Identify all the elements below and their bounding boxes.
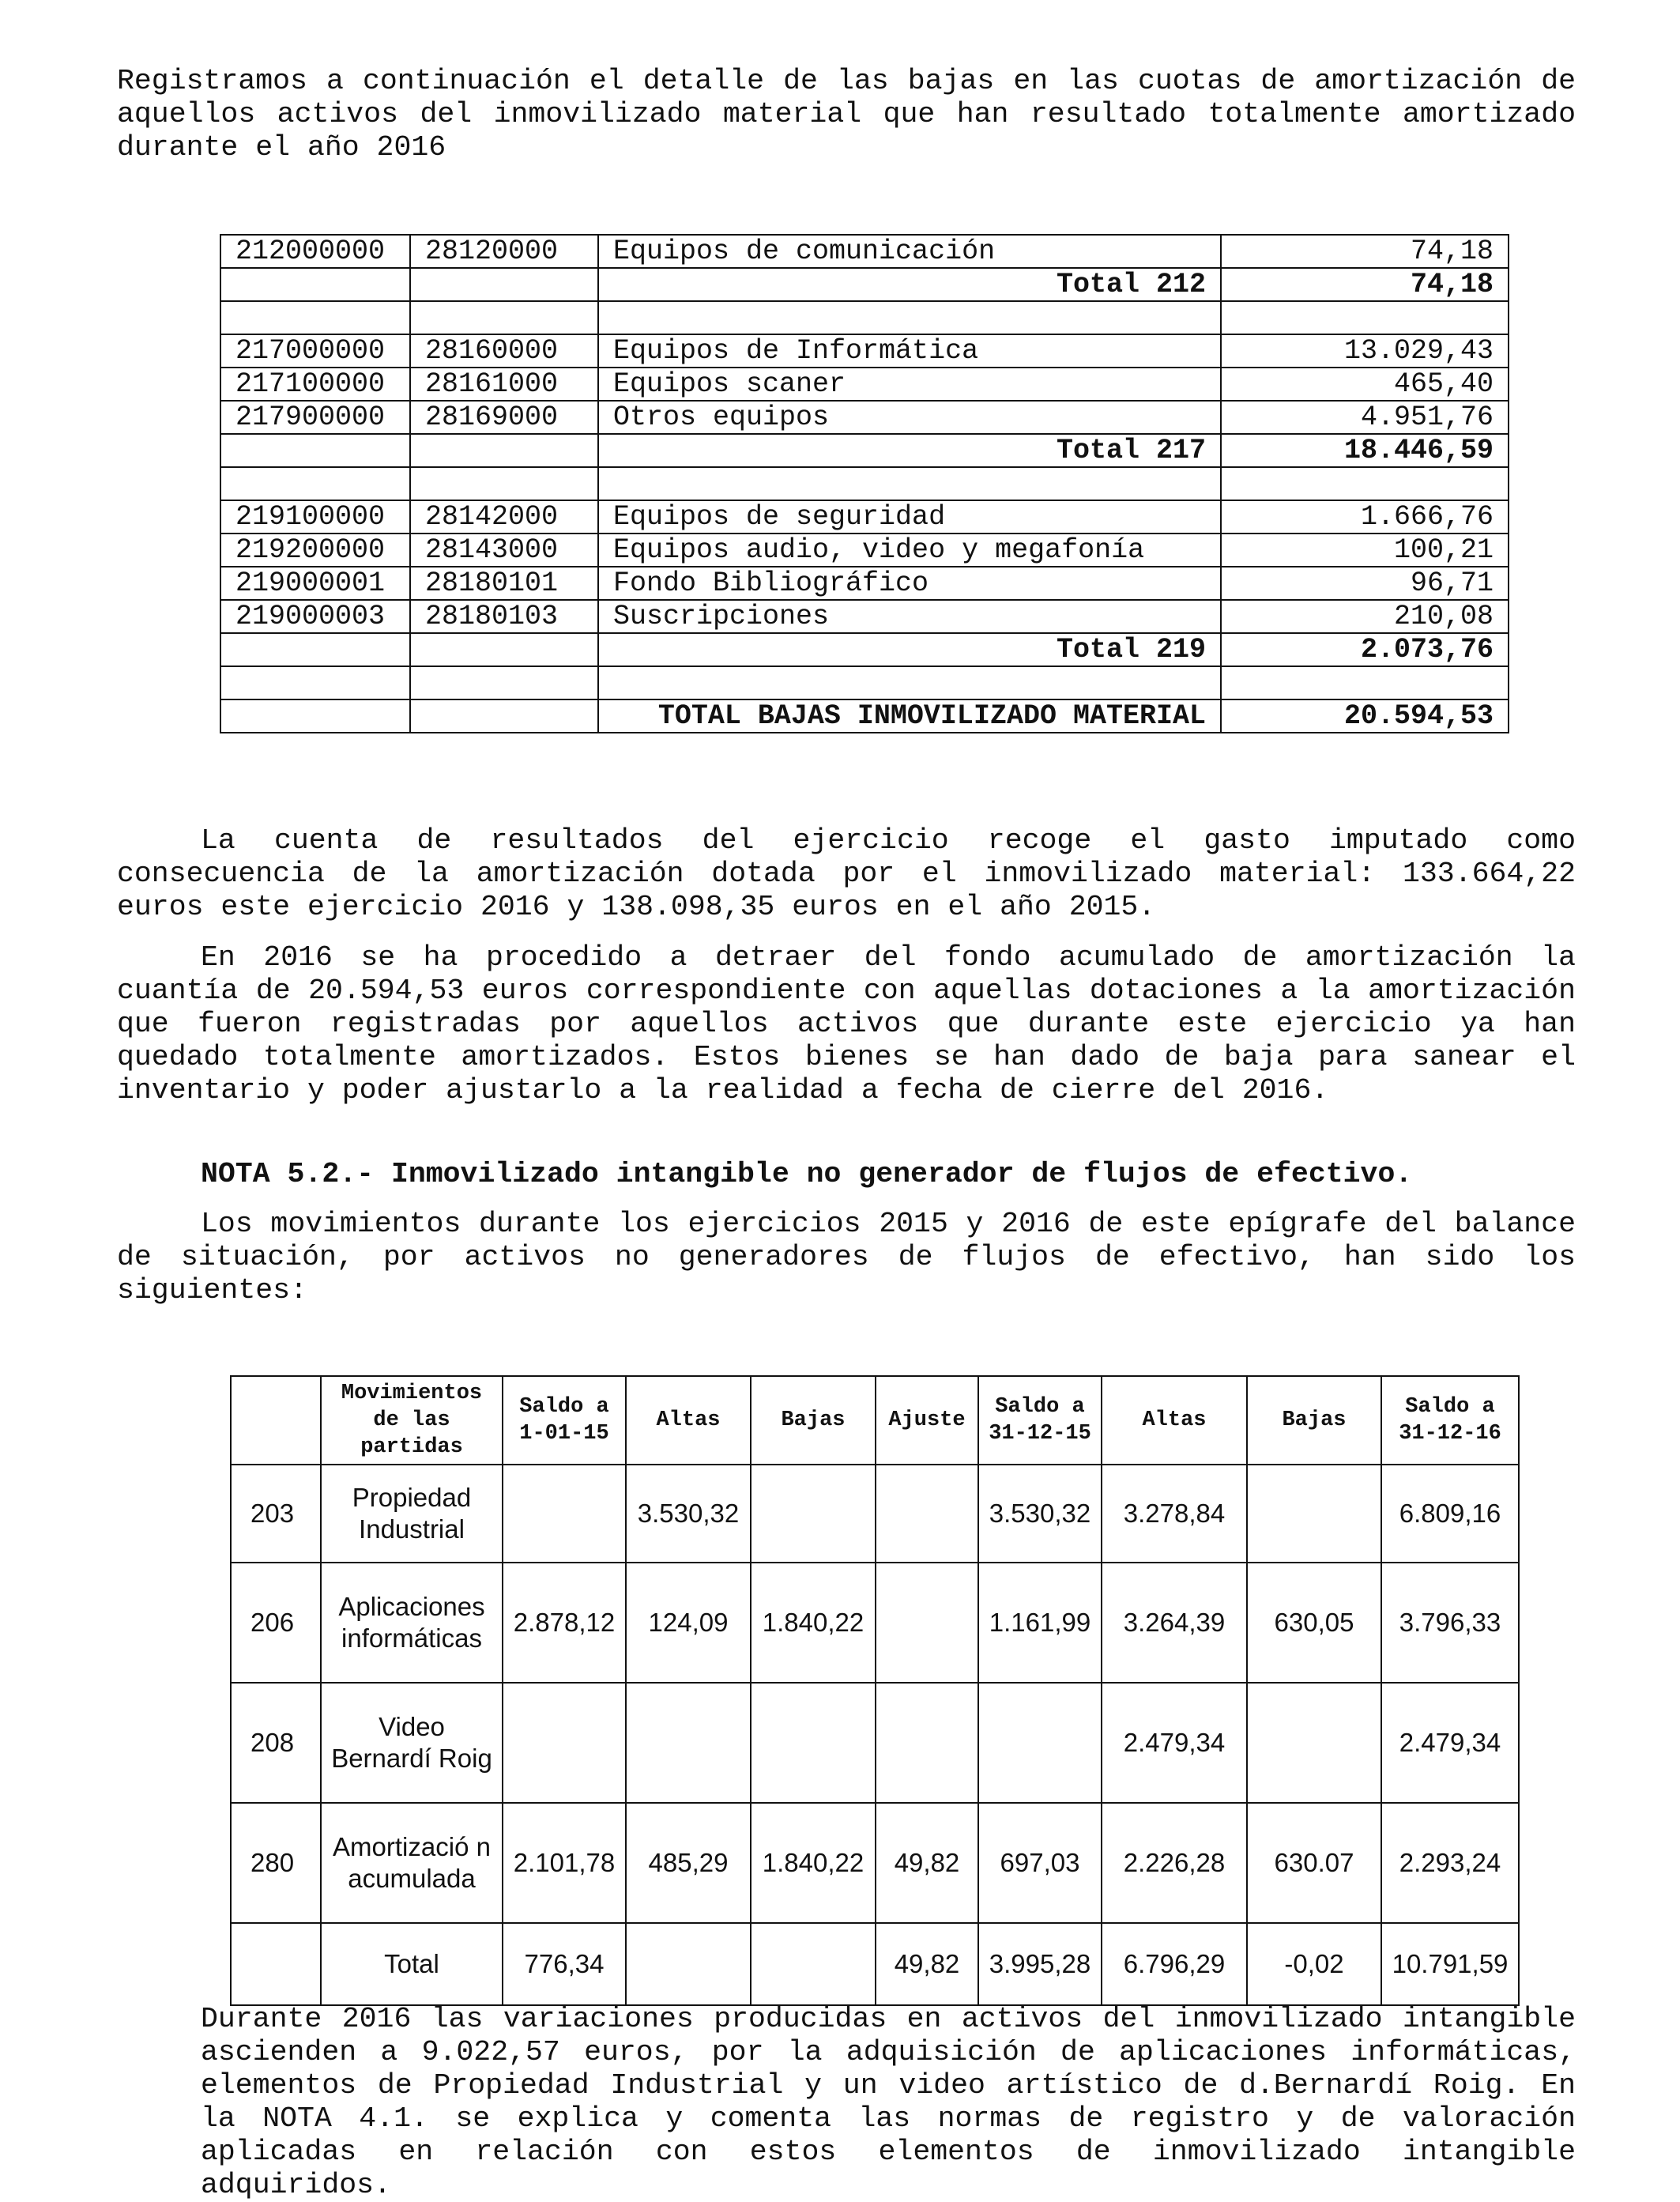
bajas-row bbox=[220, 699, 1509, 733]
amortization-code-cell bbox=[410, 633, 598, 666]
amount-cell: 96,71 bbox=[1221, 567, 1509, 600]
amortization-code-cell bbox=[410, 301, 598, 334]
bajas-row bbox=[220, 534, 1509, 567]
amount-cell bbox=[1247, 1683, 1381, 1803]
account-code-cell bbox=[220, 666, 410, 699]
amount-cell: 124,09 bbox=[626, 1563, 751, 1683]
amount-cell: 2.878,12 bbox=[503, 1563, 626, 1683]
description-cell: Suscripciones bbox=[598, 600, 1221, 633]
description-cell: Equipos scaner bbox=[598, 368, 1221, 401]
description-cell: Equipos de seguridad bbox=[598, 500, 1221, 534]
bajas-row bbox=[220, 567, 1509, 600]
bajas-row bbox=[220, 334, 1509, 368]
amortization-code-cell bbox=[410, 268, 598, 301]
amount-cell: 2.293,24 bbox=[1381, 1803, 1519, 1923]
movimientos-header-cell: Altas bbox=[626, 1376, 751, 1465]
bajas-row bbox=[220, 368, 1509, 401]
description-cell: TOTAL BAJAS INMOVILIZADO MATERIAL bbox=[598, 699, 1221, 733]
movimientos-header-cell: Saldo a 31-12-15 bbox=[978, 1376, 1102, 1465]
amount-cell: 2.073,76 bbox=[1221, 633, 1509, 666]
bajas-row bbox=[220, 235, 1509, 268]
account-code-cell: 217100000 bbox=[220, 368, 410, 401]
account-code-cell: 212000000 bbox=[220, 235, 410, 268]
movimientos-intro-paragraph: Los movimientos durante los ejercicios 2015 y 2016 de este epígrafe del balance de situación, por activos no generadores de flujos de efectivo, han sido los siguientes: bbox=[117, 1208, 1576, 1306]
amount-cell: 1.666,76 bbox=[1221, 500, 1509, 534]
bajas-row bbox=[220, 301, 1509, 334]
account-code-cell: 217000000 bbox=[220, 334, 410, 368]
amount-cell: 776,34 bbox=[503, 1923, 626, 2005]
amount-cell bbox=[751, 1465, 876, 1563]
account-code-cell bbox=[220, 633, 410, 666]
partida-name-cell: Propiedad Industrial bbox=[321, 1465, 503, 1563]
account-code-cell: 280 bbox=[231, 1803, 321, 1923]
movimientos-header-cell bbox=[231, 1376, 321, 1465]
bajas-row bbox=[220, 600, 1509, 633]
description-cell bbox=[598, 666, 1221, 699]
amount-cell: 100,21 bbox=[1221, 534, 1509, 567]
account-code-cell: 206 bbox=[231, 1563, 321, 1683]
amount-cell: 485,29 bbox=[626, 1803, 751, 1923]
movimientos-row bbox=[231, 1683, 1519, 1803]
movimientos-header-cell: Ajuste bbox=[876, 1376, 978, 1465]
amount-cell: -0,02 bbox=[1247, 1923, 1381, 2005]
amortization-code-cell: 28169000 bbox=[410, 401, 598, 434]
variaciones-paragraph: Durante 2016 las variaciones producidas en activos del inmovilizado intangible ascienden a 9.022,57 euros, por la adquisición de aplicaciones informáticas, elementos de Propiedad Industrial y un video artístico de d.Bernardí Roig. En la NOTA 4.1. se explica y comenta las normas de registro y de valoración aplicadas en relación con estos elementos de inmovilizado intangible adquiridos. bbox=[201, 2003, 1576, 2201]
partida-name-cell: Amortizació n acumulada bbox=[321, 1803, 503, 1923]
amortization-code-cell: 28142000 bbox=[410, 500, 598, 534]
amount-cell: 49,82 bbox=[876, 1923, 978, 2005]
amount-cell: 3.796,33 bbox=[1381, 1563, 1519, 1683]
amortization-code-cell bbox=[410, 699, 598, 733]
amount-cell: 74,18 bbox=[1221, 235, 1509, 268]
amount-cell: 1.161,99 bbox=[978, 1563, 1102, 1683]
bajas-table bbox=[220, 234, 1509, 733]
amount-cell: 2.479,34 bbox=[1102, 1683, 1247, 1803]
account-code-cell: 219100000 bbox=[220, 500, 410, 534]
partida-name-cell: Aplicaciones informáticas bbox=[321, 1563, 503, 1683]
bajas-explanation-paragraph: En 2016 se ha procedido a detraer del fondo acumulado de amortización la cuantía de 20.594,53 euros correspondiente con aquellas dotaciones a la amortización que fueron registradas por aquellos activos que durante este ejercicio ya han quedado totalmente amortizados. Estos bienes se han dado de baja para sanear el inventario y poder ajustarlo a la realidad a fecha de cierre del 2016. bbox=[117, 941, 1576, 1107]
movimientos-header-cell: Altas bbox=[1102, 1376, 1247, 1465]
account-code-cell bbox=[220, 467, 410, 500]
amount-cell bbox=[876, 1563, 978, 1683]
movimientos-table bbox=[230, 1375, 1520, 2006]
amount-cell: 49,82 bbox=[876, 1803, 978, 1923]
account-code-cell bbox=[231, 1923, 321, 2005]
movimientos-row bbox=[231, 1803, 1519, 1923]
amount-cell: 13.029,43 bbox=[1221, 334, 1509, 368]
amount-cell bbox=[1221, 301, 1509, 334]
bajas-row bbox=[220, 434, 1509, 467]
amount-cell: 697,03 bbox=[978, 1803, 1102, 1923]
account-code-cell: 219000003 bbox=[220, 600, 410, 633]
amount-cell bbox=[978, 1683, 1102, 1803]
description-cell: Equipos audio, video y megafonía bbox=[598, 534, 1221, 567]
section-heading: NOTA 5.2.- Inmovilizado intangible no generador de flujos de efectivo. bbox=[201, 1158, 1413, 1190]
movimientos-row bbox=[231, 1923, 1519, 2005]
amount-cell: 74,18 bbox=[1221, 268, 1509, 301]
amortization-code-cell bbox=[410, 467, 598, 500]
amount-cell: 3.264,39 bbox=[1102, 1563, 1247, 1683]
amount-cell bbox=[1221, 467, 1509, 500]
amortization-code-cell: 28143000 bbox=[410, 534, 598, 567]
amount-cell: 10.791,59 bbox=[1381, 1923, 1519, 2005]
bajas-row bbox=[220, 268, 1509, 301]
description-cell: Total 219 bbox=[598, 633, 1221, 666]
movimientos-row bbox=[231, 1563, 1519, 1683]
amount-cell: 2.101,78 bbox=[503, 1803, 626, 1923]
movimientos-header-cell: Saldo a 31-12-16 bbox=[1381, 1376, 1519, 1465]
description-cell: Total 217 bbox=[598, 434, 1221, 467]
amount-cell bbox=[751, 1683, 876, 1803]
bajas-row bbox=[220, 500, 1509, 534]
bajas-row bbox=[220, 401, 1509, 434]
amount-cell: 3.278,84 bbox=[1102, 1465, 1247, 1563]
account-code-cell bbox=[220, 268, 410, 301]
amortization-code-cell: 28160000 bbox=[410, 334, 598, 368]
movimientos-header-cell: Saldo a 1-01-15 bbox=[503, 1376, 626, 1465]
amount-cell: 6.809,16 bbox=[1381, 1465, 1519, 1563]
bajas-row bbox=[220, 666, 1509, 699]
resultados-paragraph: La cuenta de resultados del ejercicio recoge el gasto imputado como consecuencia de la amortización dotada por el inmovilizado material: 133.664,22 euros este ejercicio 2016 y 138.098,35 euros en el año 2015. bbox=[117, 824, 1576, 923]
account-code-cell: 203 bbox=[231, 1465, 321, 1563]
intro-paragraph: Registramos a continuación el detalle de las bajas en las cuotas de amortización de aquellos activos del inmovilizado material que han resultado totalmente amortizado durante el año 2016 bbox=[117, 65, 1576, 164]
amount-cell: 18.446,59 bbox=[1221, 434, 1509, 467]
account-code-cell: 219200000 bbox=[220, 534, 410, 567]
amount-cell bbox=[1221, 666, 1509, 699]
account-code-cell bbox=[220, 699, 410, 733]
amount-cell bbox=[503, 1465, 626, 1563]
amount-cell: 3.995,28 bbox=[978, 1923, 1102, 2005]
amount-cell bbox=[876, 1683, 978, 1803]
partida-name-cell: Video Bernardí Roig bbox=[321, 1683, 503, 1803]
description-cell: Otros equipos bbox=[598, 401, 1221, 434]
amount-cell: 465,40 bbox=[1221, 368, 1509, 401]
account-code-cell: 219000001 bbox=[220, 567, 410, 600]
description-cell: Total 212 bbox=[598, 268, 1221, 301]
description-cell bbox=[598, 301, 1221, 334]
account-code-cell bbox=[220, 434, 410, 467]
account-code-cell bbox=[220, 301, 410, 334]
amount-cell bbox=[751, 1923, 876, 2005]
amount-cell: 4.951,76 bbox=[1221, 401, 1509, 434]
amount-cell: 6.796,29 bbox=[1102, 1923, 1247, 2005]
amount-cell: 630.07 bbox=[1247, 1803, 1381, 1923]
amortization-code-cell: 28180103 bbox=[410, 600, 598, 633]
description-cell: Equipos de comunicación bbox=[598, 235, 1221, 268]
account-code-cell: 208 bbox=[231, 1683, 321, 1803]
amortization-code-cell: 28180101 bbox=[410, 567, 598, 600]
amount-cell: 2.226,28 bbox=[1102, 1803, 1247, 1923]
amount-cell bbox=[503, 1683, 626, 1803]
amortization-code-cell bbox=[410, 434, 598, 467]
movimientos-header-cell: Movimientos de las partidas bbox=[321, 1376, 503, 1465]
description-cell bbox=[598, 467, 1221, 500]
bajas-row bbox=[220, 467, 1509, 500]
partida-name-cell: Total bbox=[321, 1923, 503, 2005]
amount-cell: 2.479,34 bbox=[1381, 1683, 1519, 1803]
amount-cell: 210,08 bbox=[1221, 600, 1509, 633]
movimientos-header-cell: Bajas bbox=[1247, 1376, 1381, 1465]
account-code-cell: 217900000 bbox=[220, 401, 410, 434]
description-cell: Fondo Bibliográfico bbox=[598, 567, 1221, 600]
description-cell: Equipos de Informática bbox=[598, 334, 1221, 368]
amortization-code-cell: 28161000 bbox=[410, 368, 598, 401]
amount-cell: 1.840,22 bbox=[751, 1563, 876, 1683]
amount-cell: 3.530,32 bbox=[626, 1465, 751, 1563]
amount-cell bbox=[1247, 1465, 1381, 1563]
amortization-code-cell: 28120000 bbox=[410, 235, 598, 268]
amount-cell: 630,05 bbox=[1247, 1563, 1381, 1683]
amount-cell: 1.840,22 bbox=[751, 1803, 876, 1923]
bajas-row bbox=[220, 633, 1509, 666]
movimientos-header-cell: Bajas bbox=[751, 1376, 876, 1465]
amount-cell bbox=[626, 1923, 751, 2005]
amortization-code-cell bbox=[410, 666, 598, 699]
amount-cell: 20.594,53 bbox=[1221, 699, 1509, 733]
amount-cell bbox=[876, 1465, 978, 1563]
movimientos-row bbox=[231, 1465, 1519, 1563]
amount-cell: 3.530,32 bbox=[978, 1465, 1102, 1563]
amount-cell bbox=[626, 1683, 751, 1803]
